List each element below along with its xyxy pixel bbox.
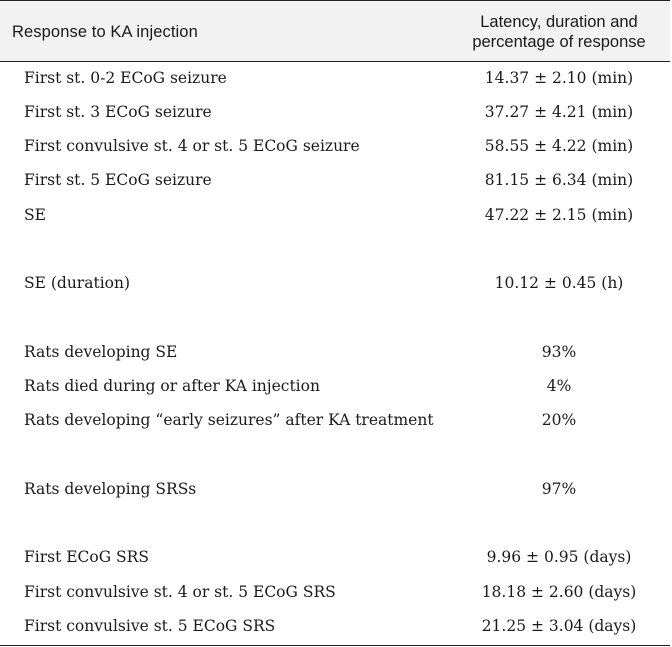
row-label: First ECoG SRS <box>24 548 149 566</box>
header-response: Response to KA injection <box>12 23 198 41</box>
row-value: 14.37 ± 2.10 (min) <box>484 69 634 87</box>
table-row <box>0 580 670 604</box>
row-value: 37.27 ± 4.21 (min) <box>484 103 634 121</box>
row-label: SE (duration) <box>24 274 131 292</box>
row-label: Rats died during or after KA injection <box>24 377 320 395</box>
table-row <box>0 374 670 398</box>
row-label: First convulsive st. 4 or st. 5 ECoG SRS <box>24 583 336 601</box>
row-label: First st. 3 ECoG seizure <box>24 103 212 121</box>
header-latency <box>450 12 668 52</box>
table-row <box>0 408 670 432</box>
table-row <box>0 340 670 364</box>
table-row <box>0 66 670 90</box>
row-value: 20% <box>541 411 577 429</box>
row-label: Rats developing “early seizures” after KA treatment <box>24 411 434 429</box>
table-row <box>0 477 670 501</box>
table-row <box>0 168 670 192</box>
row-value: 10.12 ± 0.45 (h) <box>494 274 624 292</box>
row-value: 97% <box>541 480 577 498</box>
row-value: 9.96 ± 0.95 (days) <box>486 548 632 566</box>
row-value: 21.25 ± 3.04 (days) <box>481 617 637 635</box>
table-row <box>0 614 670 638</box>
table-header <box>0 0 670 62</box>
table-row <box>0 100 670 124</box>
row-value: 47.22 ± 2.15 (min) <box>484 206 634 224</box>
table-row <box>0 134 670 158</box>
table-bottom-rule <box>0 645 670 646</box>
row-value: 93% <box>541 343 577 361</box>
row-label: Rats developing SE <box>24 343 178 361</box>
header-latency-line2: percentage of response <box>472 33 646 51</box>
row-value: 4% <box>546 377 572 395</box>
row-label: Rats developing SRSs <box>24 480 197 498</box>
row-label: SE <box>24 206 46 224</box>
row-value: 81.15 ± 6.34 (min) <box>484 171 634 189</box>
row-label: First convulsive st. 4 or st. 5 ECoG seizure <box>24 137 360 155</box>
table-row <box>0 271 670 295</box>
table-row <box>0 545 670 569</box>
row-label: First st. 0-2 ECoG seizure <box>24 69 227 87</box>
table-row <box>0 203 670 227</box>
row-label: First st. 5 ECoG seizure <box>24 171 212 189</box>
row-value: 58.55 ± 4.22 (min) <box>484 137 634 155</box>
row-label: First convulsive st. 5 ECoG SRS <box>24 617 276 635</box>
header-latency-line1: Latency, duration and <box>480 13 638 31</box>
row-value: 18.18 ± 2.60 (days) <box>481 583 637 601</box>
